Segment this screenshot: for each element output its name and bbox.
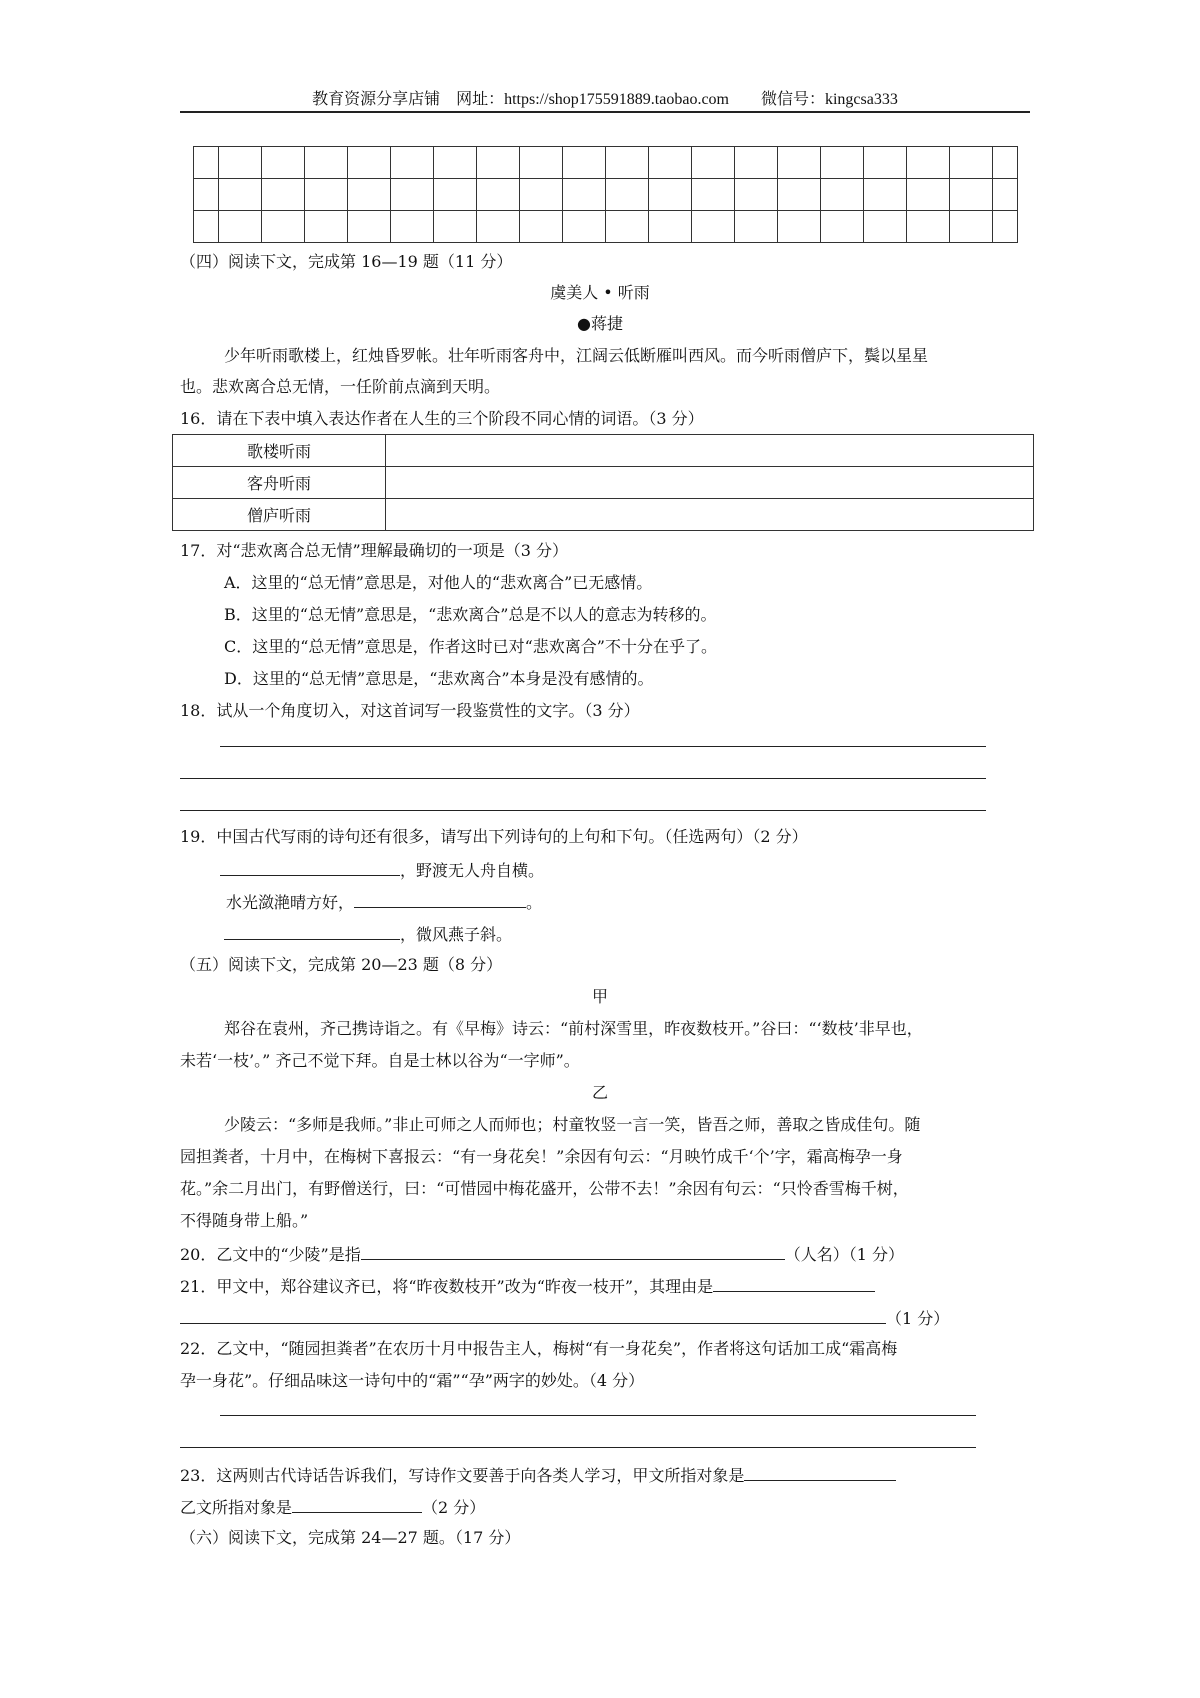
question-23 — [180, 1463, 896, 1487]
grid-cell[interactable] — [735, 211, 778, 243]
table-row-label: 客舟听雨 — [173, 467, 386, 499]
blank-field[interactable] — [292, 1495, 422, 1513]
question-text: 20．乙文中的“少陵”是指 — [180, 1245, 361, 1264]
question-text: 乙文所指对象是 — [180, 1498, 293, 1517]
passage-text-line: 未若‘一枝’。” 齐己不觉下拜。自是士林以谷为“一字师”。 — [180, 1051, 580, 1070]
section4-heading: （四）阅读下文，完成第 16—19 题（11 分） — [180, 252, 513, 271]
answer-cell[interactable] — [386, 435, 1034, 467]
passage-text-line: 少陵云：“多师是我师。”非止可师之人而师也；村童牧竖一言一笑，皆吾之师，善取之皆成佳句。随 — [224, 1115, 921, 1134]
answer-cell[interactable] — [386, 467, 1034, 499]
grid-cell[interactable] — [262, 147, 305, 179]
option-b[interactable]: B．这里的“总无情”意思是，“悲欢离合”总是不以人的意志为转移的。 — [224, 605, 717, 624]
grid-cell[interactable] — [348, 211, 391, 243]
question-text: （人名）（1 分） — [784, 1245, 905, 1264]
passage-text-line: 郑谷在袁州，齐己携诗诣之。有《早梅》诗云：“前村深雪里，昨夜数枝开。”谷曰：“‘数枝’非早也， — [224, 1019, 923, 1038]
poem-fill-text: 。 — [526, 893, 543, 912]
question-23-continued — [180, 1495, 485, 1519]
grid-cell[interactable] — [219, 211, 262, 243]
question-18: 18．试从一个角度切入，对这首词写一段鉴赏性的文字。（3 分） — [180, 701, 640, 720]
grid-cell[interactable] — [348, 147, 391, 179]
grid-cell[interactable] — [993, 211, 1018, 243]
poem-author: ●蒋捷 — [577, 314, 623, 333]
answer-cell[interactable] — [386, 499, 1034, 531]
grid-cell[interactable] — [907, 211, 950, 243]
question-22: 22．乙文中，“随园担粪者”在农历十月中报告主人，梅树“有一身花矣”，作者将这句话加工成“霜高梅 — [180, 1339, 898, 1358]
grid-cell[interactable] — [305, 147, 348, 179]
grid-cell[interactable] — [219, 179, 262, 211]
grid-cell[interactable] — [864, 211, 907, 243]
section5-heading: （五）阅读下文，完成第 20—23 题（8 分） — [180, 955, 503, 974]
blank-field[interactable] — [220, 858, 400, 876]
grid-cell[interactable] — [993, 179, 1018, 211]
answer-line[interactable] — [180, 810, 986, 811]
option-d[interactable]: D．这里的“总无情”意思是，“悲欢离合”本身是没有感情的。 — [224, 669, 654, 688]
grid-cell[interactable] — [907, 147, 950, 179]
question-21 — [180, 1274, 875, 1298]
grid-cell[interactable] — [194, 179, 219, 211]
question-text: 21．甲文中，郑谷建议齐已，将“昨夜数枝开”改为“昨夜一枝开”，其理由是 — [180, 1277, 714, 1296]
grid-cell[interactable] — [606, 179, 649, 211]
grid-row — [194, 147, 1018, 179]
grid-cell[interactable] — [391, 179, 434, 211]
grid-cell[interactable] — [778, 147, 821, 179]
table-row-label: 僧庐听雨 — [173, 499, 386, 531]
grid-cell[interactable] — [262, 211, 305, 243]
grid-cell[interactable] — [821, 211, 864, 243]
question-20 — [180, 1242, 904, 1266]
option-a[interactable]: A．这里的“总无情”意思是，对他人的“悲欢离合”已无感情。 — [224, 573, 653, 592]
grid-row — [194, 179, 1018, 211]
grid-cell[interactable] — [993, 147, 1018, 179]
grid-cell[interactable] — [391, 147, 434, 179]
grid-cell[interactable] — [194, 147, 219, 179]
poem-text-line: 少年听雨歌楼上，红烛昏罗帐。壮年听雨客舟中，江阔云低断雁叫西风。而今听雨僧庐下，鬓以星星 — [224, 346, 929, 365]
grid-cell[interactable] — [778, 179, 821, 211]
grid-cell[interactable] — [907, 179, 950, 211]
grid-cell[interactable] — [391, 211, 434, 243]
passage-yi-title: 乙 — [591, 1083, 608, 1102]
table-row — [173, 499, 1034, 531]
question-19: 19．中国古代写雨的诗句还有很多，请写出下列诗句的上句和下句。（任选两句）（2 分） — [180, 827, 808, 846]
grid-cell[interactable] — [606, 211, 649, 243]
grid-cell[interactable] — [735, 147, 778, 179]
page-header: 教育资源分享店铺 网址：https://shop175591889.taobao.com 微信号：kingcsa333 — [312, 91, 898, 108]
poem-title: 虞美人 • 听雨 — [550, 283, 650, 302]
grid-cell[interactable] — [778, 211, 821, 243]
question-16: 16．请在下表中填入表达作者在人生的三个阶段不同心情的词语。（3 分） — [180, 409, 704, 428]
grid-cell[interactable] — [262, 179, 305, 211]
poem-fill-text: ，微风燕子斜。 — [400, 925, 513, 944]
answer-line[interactable] — [180, 1447, 976, 1448]
option-c[interactable]: C．这里的“总无情”意思是，作者这时已对“悲欢离合”不十分在乎了。 — [224, 637, 717, 656]
grid-cell[interactable] — [950, 147, 993, 179]
grid-cell[interactable] — [520, 179, 563, 211]
grid-cell[interactable] — [649, 211, 692, 243]
poem-fill-line — [226, 890, 542, 914]
mood-table — [172, 434, 1034, 531]
poem-text-line: 也。悲欢离合总无情，一任阶前点滴到天明。 — [180, 377, 501, 396]
grid-cell[interactable] — [434, 211, 477, 243]
table-row-label: 歌楼听雨 — [173, 435, 386, 467]
question-text: （2 分） — [422, 1498, 486, 1517]
grid-cell[interactable] — [434, 179, 477, 211]
passage-text-line: 园担粪者，十月中，在梅树下喜报云：“有一身花矣！”余因有句云：“月映竹成千‘个’字，霜高梅孕一身 — [180, 1147, 903, 1166]
table-row — [173, 435, 1034, 467]
header-divider — [180, 111, 1030, 113]
grid-cell[interactable] — [477, 179, 520, 211]
grid-cell[interactable] — [649, 179, 692, 211]
table-row — [173, 467, 1034, 499]
grid-cell[interactable] — [606, 147, 649, 179]
question-17: 17．对“悲欢离合总无情”理解最确切的一项是（3 分） — [180, 541, 568, 560]
grid-cell[interactable] — [649, 147, 692, 179]
grid-cell[interactable] — [950, 179, 993, 211]
passage-text-line: 花。”余二月出门，有野僧送行，曰：“可惜园中梅花盛开，公带不去！”余因有句云：“只怜香雪梅千树， — [180, 1179, 909, 1198]
grid-cell[interactable] — [692, 179, 735, 211]
blank-field[interactable] — [224, 922, 400, 940]
grid-cell[interactable] — [563, 147, 606, 179]
blank-field[interactable] — [180, 1306, 886, 1324]
answer-line[interactable] — [220, 746, 986, 747]
poem-fill-text: 水光潋滟晴方好， — [226, 893, 355, 912]
grid-cell[interactable] — [434, 147, 477, 179]
grid-cell[interactable] — [194, 211, 219, 243]
question-text: 23．这两则古代诗话告诉我们，写诗作文要善于向各类人学习，甲文所指对象是 — [180, 1466, 745, 1485]
blank-field[interactable] — [713, 1274, 875, 1292]
grid-cell[interactable] — [821, 179, 864, 211]
section6-heading: （六）阅读下文，完成第 24—27 题。（17 分） — [180, 1528, 521, 1547]
grid-cell[interactable] — [563, 211, 606, 243]
grid-cell[interactable] — [821, 147, 864, 179]
grid-cell[interactable] — [950, 211, 993, 243]
grid-cell[interactable] — [692, 147, 735, 179]
question-text: （1 分） — [886, 1309, 950, 1328]
poem-fill-text: ，野渡无人舟自横。 — [400, 861, 545, 880]
grid-cell[interactable] — [864, 179, 907, 211]
blank-field[interactable] — [361, 1242, 785, 1260]
question-22-continued: 孕一身花”。仔细品味这一诗句中的“霜”“孕”两字的妙处。（4 分） — [180, 1371, 645, 1390]
grid-cell[interactable] — [735, 179, 778, 211]
grid-cell[interactable] — [305, 211, 348, 243]
grid-cell[interactable] — [864, 147, 907, 179]
grid-cell[interactable] — [563, 179, 606, 211]
writing-grid — [193, 146, 1018, 243]
grid-cell[interactable] — [520, 211, 563, 243]
grid-cell[interactable] — [305, 179, 348, 211]
passage-text-line: 不得随身带上船。” — [180, 1211, 309, 1230]
blank-field[interactable] — [744, 1463, 896, 1481]
passage-jia-title: 甲 — [591, 987, 608, 1006]
grid-row — [194, 211, 1018, 243]
poem-fill-line — [224, 922, 512, 946]
grid-cell[interactable] — [692, 211, 735, 243]
grid-cell[interactable] — [477, 147, 520, 179]
answer-line[interactable] — [180, 778, 986, 779]
grid-cell[interactable] — [520, 147, 563, 179]
answer-line[interactable] — [220, 1415, 976, 1416]
poem-fill-line — [220, 858, 544, 882]
question-21-continued — [180, 1306, 949, 1330]
grid-cell[interactable] — [477, 211, 520, 243]
grid-cell[interactable] — [219, 147, 262, 179]
blank-field[interactable] — [354, 890, 526, 908]
grid-cell[interactable] — [348, 179, 391, 211]
